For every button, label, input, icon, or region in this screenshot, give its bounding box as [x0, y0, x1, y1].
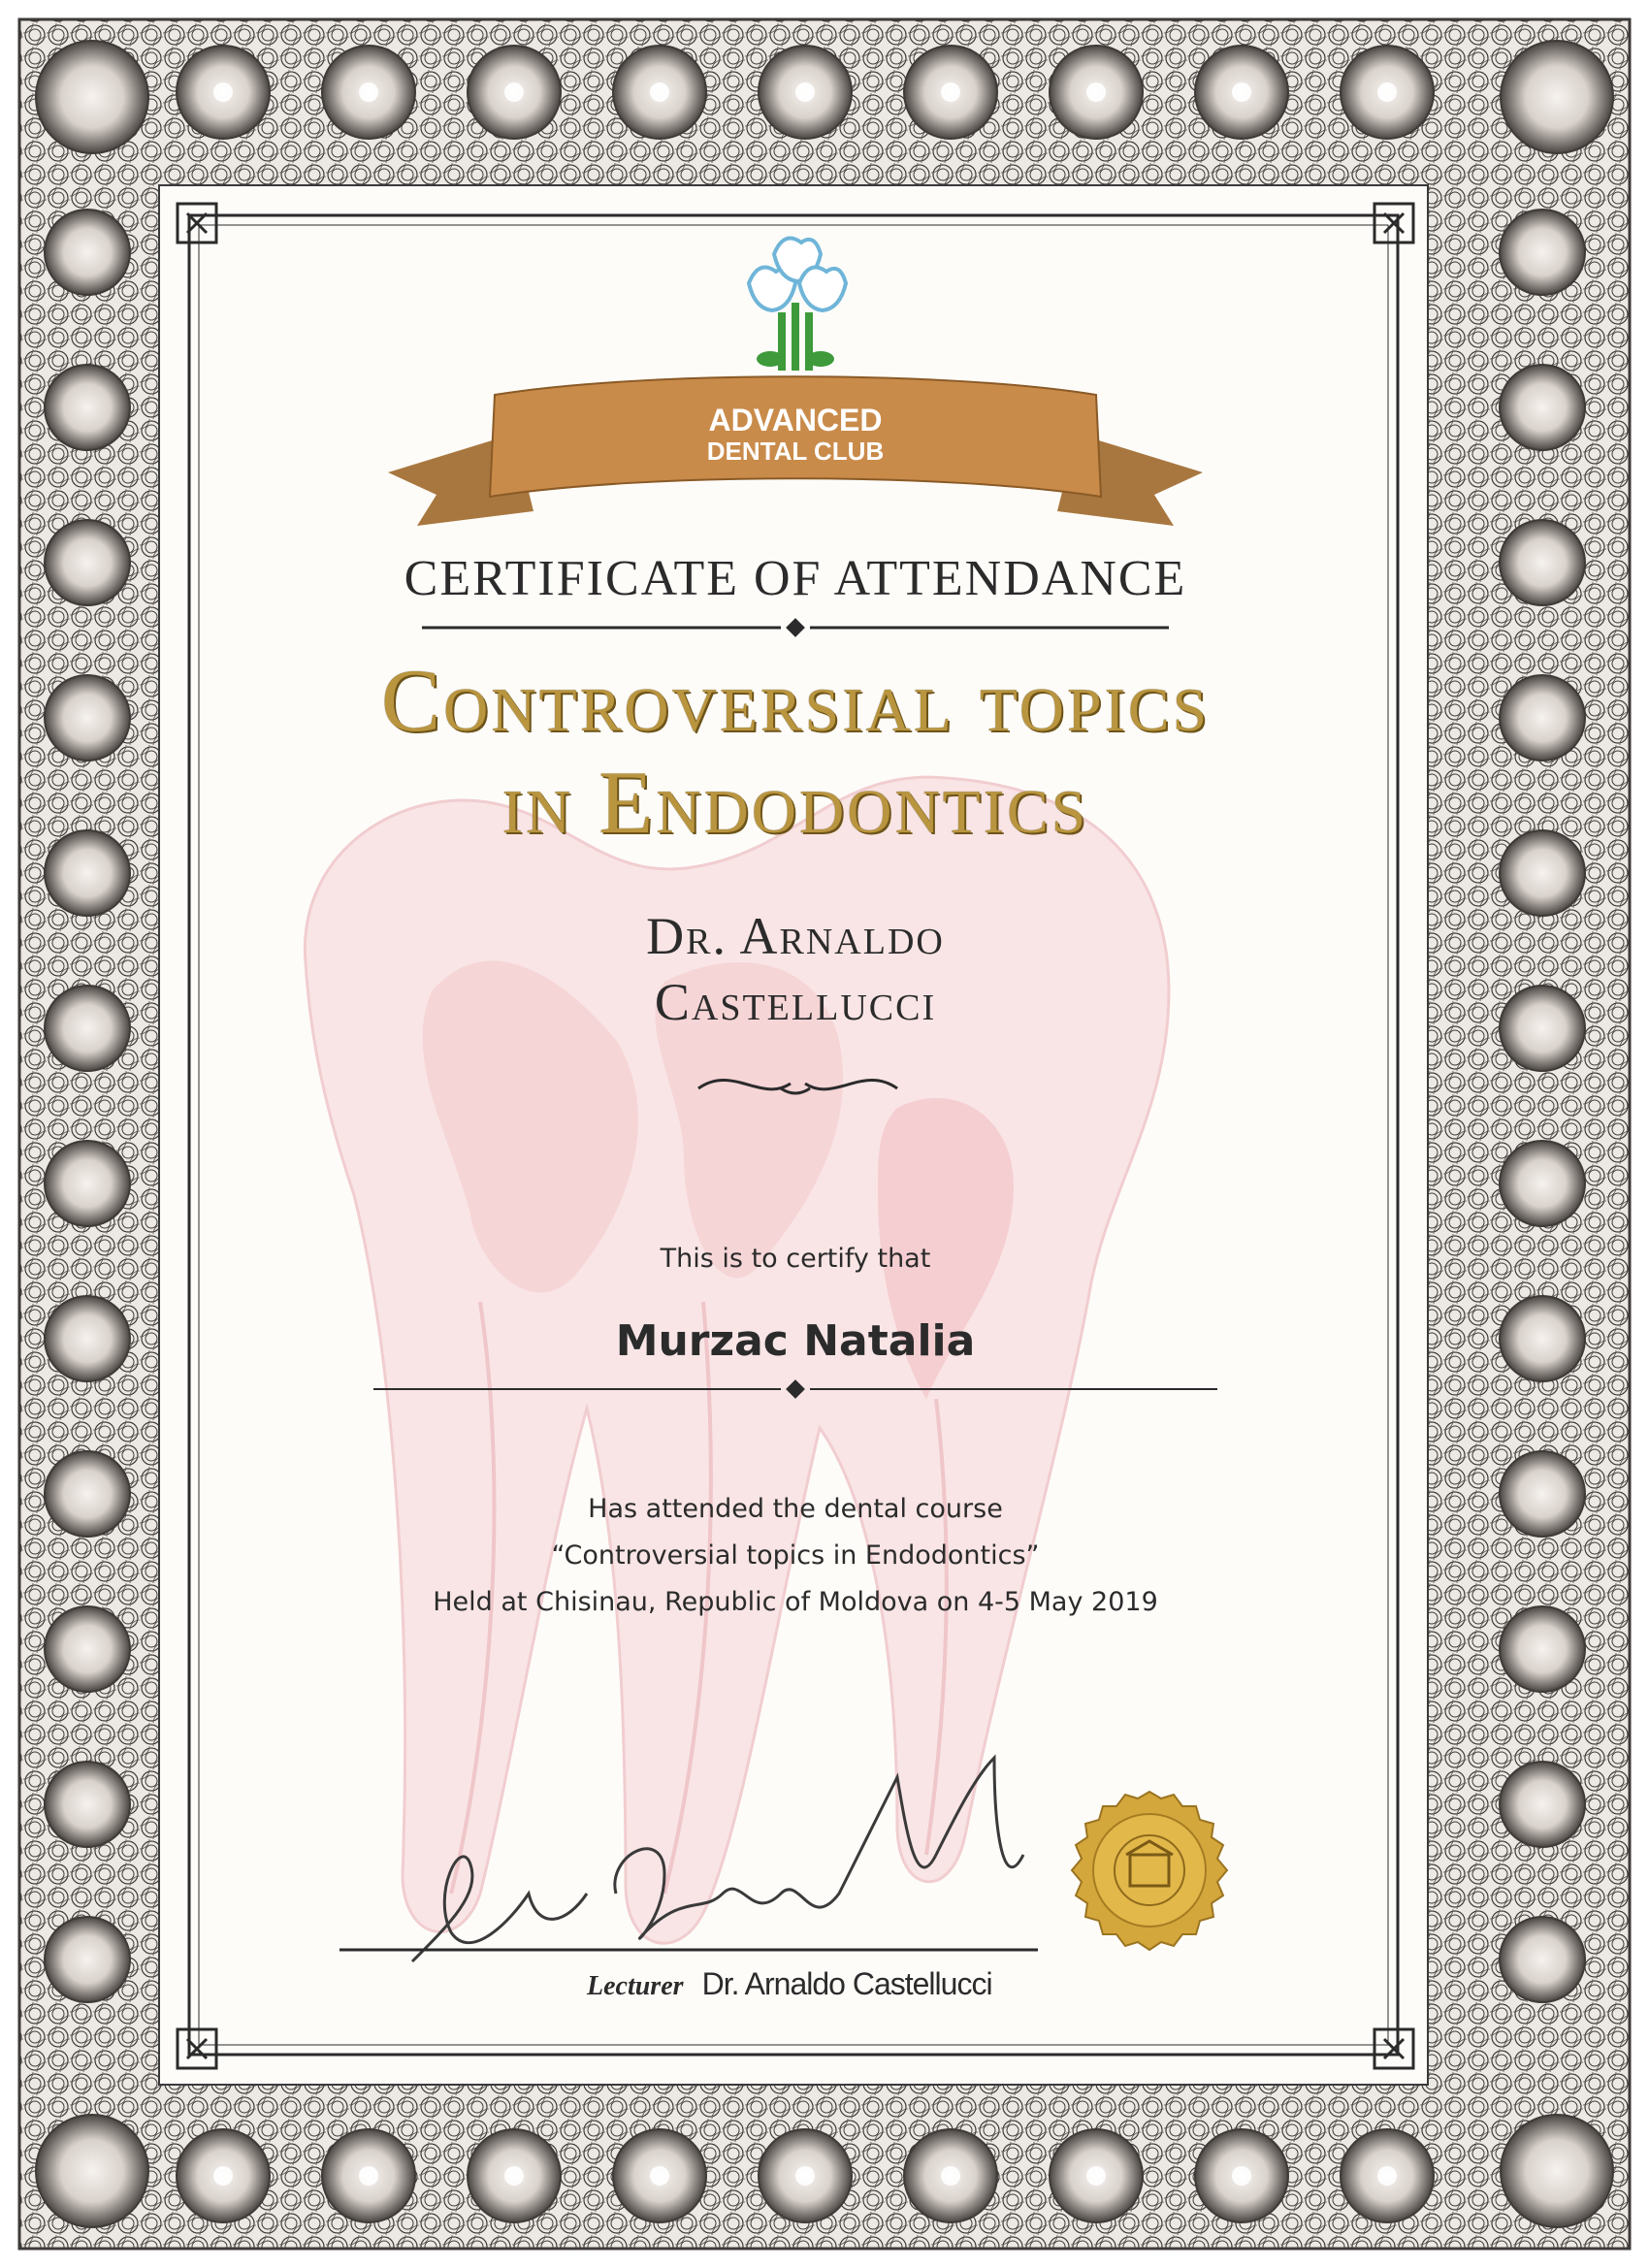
- certificate-panel: [158, 184, 1429, 2086]
- gold-seal: [1072, 1792, 1227, 1950]
- certify-intro: This is to certify that: [660, 1244, 931, 1274]
- banner-line-2: DENTAL CLUB: [706, 437, 885, 466]
- course-quote: “Controversial topics in Endodontics”: [551, 1540, 1040, 1571]
- ribbon-banner: [388, 376, 1203, 526]
- lecturer-name-line-1: Dr. Arnaldo: [646, 907, 945, 965]
- lecturer-signature-name: Dr. Arnaldo Castellucci: [701, 1966, 992, 2001]
- dental-club-logo-icon: [749, 239, 846, 371]
- attended-line: Has attended the dental course: [588, 1494, 1003, 1524]
- lecturer-label: Lecturer: [587, 1971, 684, 2001]
- course-title-line-1: Controversial topics: [380, 651, 1211, 750]
- banner-line-1: ADVANCED: [708, 403, 883, 437]
- attendee-name: Murzac Natalia: [615, 1316, 976, 1366]
- certificate-heading: CERTIFICATE OF ATTENDANCE: [404, 551, 1187, 606]
- course-title-line-2: in Endodontics: [501, 753, 1089, 852]
- divider-diamond-icon: [786, 618, 805, 637]
- held-line: Held at Chisinau, Republic of Moldova on 4-5 May 2019: [433, 1587, 1158, 1617]
- panel-decorations: [160, 186, 1431, 2088]
- lecturer-name-line-2: Castellucci: [654, 973, 937, 1031]
- lecturer-credit: [587, 1966, 1208, 2002]
